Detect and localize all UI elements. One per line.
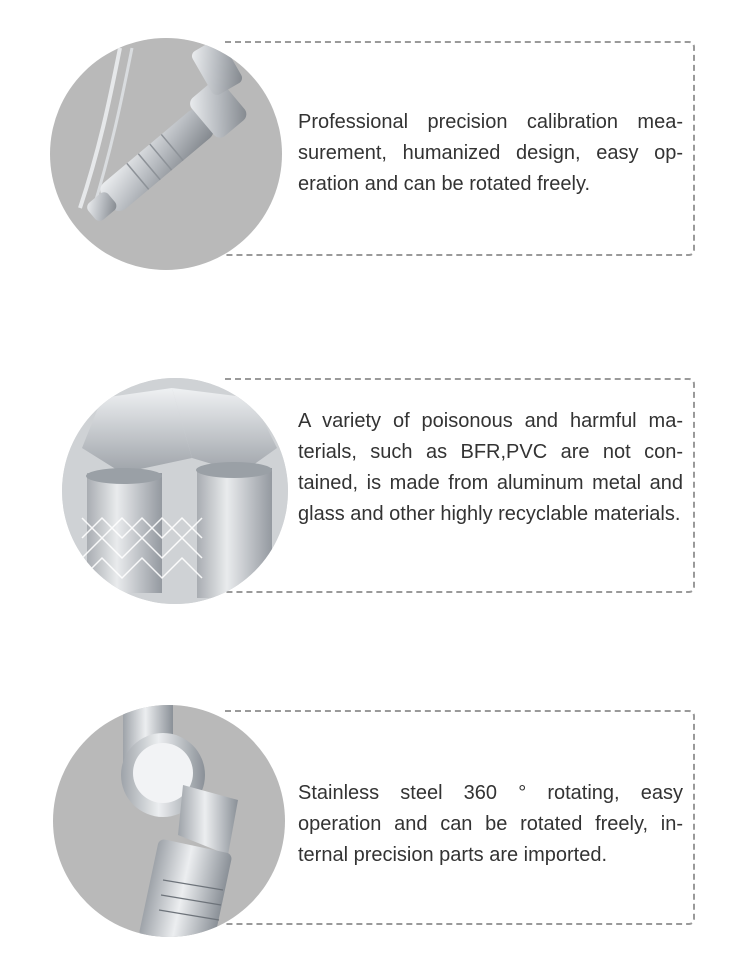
feature-description: Stainless steel 360 ° rotating, easy operation and can be rotated freely, in-ternal precision parts are imported. — [298, 782, 683, 866]
aluminum-joint-photo-icon — [62, 378, 288, 604]
feature-card-1 — [50, 38, 695, 270]
feature-card-3 — [50, 705, 695, 937]
feature-card-2 — [50, 375, 695, 607]
feature-description: Professional precision calibration mea-surement, humanized design, easy op-eration and can be rotated freely. — [298, 111, 683, 195]
rotating-arm-photo-icon — [53, 705, 285, 937]
handpiece-tube-photo-icon — [50, 38, 282, 270]
feature-description: A variety of poisonous and harmful ma-terials, such as BFR,PVC are not con-tained, is made from aluminum metal and glass and other highly recyclable materials. — [298, 410, 683, 525]
